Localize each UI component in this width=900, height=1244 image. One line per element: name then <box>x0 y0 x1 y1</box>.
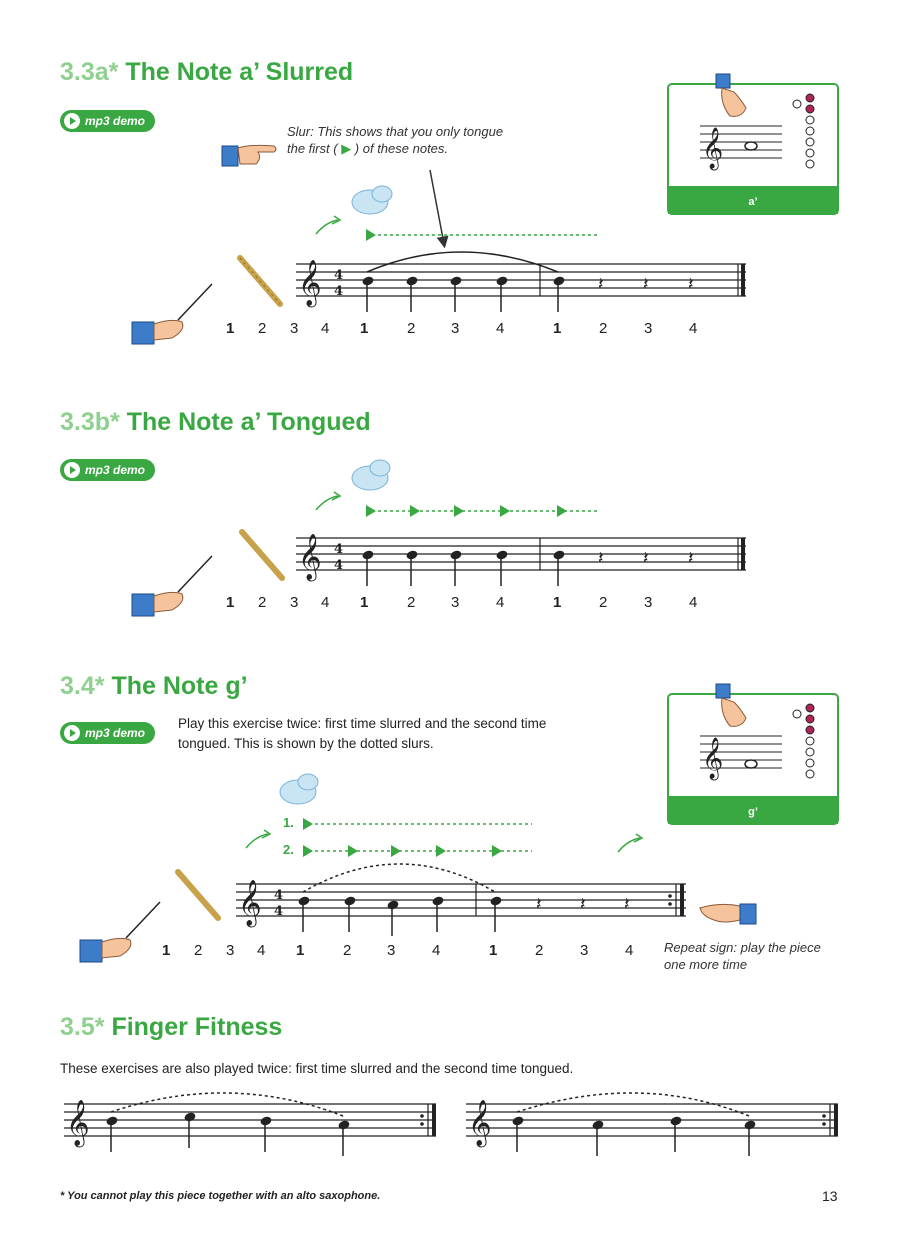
time-signature: 4 <box>334 268 344 283</box>
note-quarter-g <box>337 1119 350 1156</box>
quarter-rest-icon: 𝄽 <box>624 894 630 915</box>
music-staff-left <box>64 1093 436 1156</box>
pointing-hand-icon <box>222 145 276 166</box>
hole-open <box>806 116 814 124</box>
hole-open <box>806 759 814 767</box>
hole-open <box>806 138 814 146</box>
quarter-rest-icon: 𝄽 <box>688 548 694 569</box>
note-quarter-a <box>361 549 374 586</box>
hole-open <box>806 149 814 157</box>
treble-clef-icon: 𝄞 <box>702 738 724 779</box>
conductor-hand-icon <box>80 902 160 962</box>
slur-arc <box>367 252 558 272</box>
svg-text:4: 4 <box>274 904 284 919</box>
beat-count: 3 <box>451 320 460 337</box>
beat-count: 4 <box>496 594 505 611</box>
note-quarter-g <box>386 899 399 936</box>
beat-count: 3 <box>387 942 396 959</box>
section-title-3-4 <box>60 672 248 701</box>
fingering-label: a’ <box>748 196 758 208</box>
beat-count: 4 <box>321 320 330 337</box>
beat-count: 1 <box>226 594 235 611</box>
section-number: 3.5* <box>60 1013 105 1041</box>
repeat-sign-annotation <box>664 939 821 973</box>
note-quarter-a <box>669 1115 682 1152</box>
note-quarter-g <box>591 1119 604 1156</box>
hole-closed <box>806 94 814 102</box>
section-title-3-3b <box>60 408 371 437</box>
beat-count: 4 <box>625 942 634 959</box>
beat-count: 2 <box>194 942 203 959</box>
note-quarter-a <box>552 549 565 586</box>
quarter-rest-icon: 𝄽 <box>688 274 694 295</box>
hole-open <box>806 127 814 135</box>
footnote: * You cannot play this piece together with an alto saxophone. <box>60 1190 381 1202</box>
exercise-instruction: These exercises are also played twice: first time slurred and the second time tongued. <box>60 1061 574 1076</box>
beat-count: 3 <box>451 594 460 611</box>
repeat-annotation-line: one more time <box>664 957 748 972</box>
quarter-rest-icon: 𝄽 <box>598 548 604 569</box>
svg-text:4: 4 <box>334 558 344 573</box>
hole-open <box>806 748 814 756</box>
conductor-hand-icon <box>132 284 212 344</box>
beat-count: 3 <box>580 942 589 959</box>
beat-count: 3 <box>644 320 653 337</box>
music-staff <box>296 534 746 586</box>
beat-count: 2 <box>258 320 267 337</box>
section-title-3-5 <box>60 1013 282 1042</box>
note-quarter-a <box>361 275 374 312</box>
section-heading: The Note a’ Tongued <box>126 408 371 436</box>
instruction-line: tongued. This is shown by the dotted slurs. <box>178 736 434 751</box>
note-quarter-a <box>259 1115 272 1152</box>
treble-clef-icon: 𝄞 <box>468 1100 492 1146</box>
note-quarter-a <box>489 895 502 932</box>
beat-count: 4 <box>689 594 698 611</box>
beat-count: 4 <box>257 942 266 959</box>
saxophone-icon <box>240 258 280 304</box>
beat-count: 1 <box>360 594 369 611</box>
beat-count: 2 <box>535 942 544 959</box>
fingering-label: g’ <box>748 806 758 818</box>
breath-cloud-icon <box>280 774 318 804</box>
tonguing-line <box>366 229 597 241</box>
beat-count: 1 <box>226 320 235 337</box>
beat-count: 3 <box>644 594 653 611</box>
beat-count: 4 <box>432 942 441 959</box>
play-icon <box>64 462 80 478</box>
hole-open <box>806 160 814 168</box>
mp3-demo-label: mp3 demo <box>85 114 146 128</box>
tonguing-line <box>366 505 597 517</box>
slur-annotation-line2: the first ( ▶ ) of these notes. <box>287 141 449 156</box>
beat-count: 3 <box>290 320 299 337</box>
note-quarter-a <box>449 549 462 586</box>
hole-open <box>806 737 814 745</box>
mp3-demo-button[interactable] <box>60 722 155 744</box>
quarter-rest-icon: 𝄽 <box>643 548 649 569</box>
pointing-hand-icon <box>700 904 756 924</box>
mp3-demo-button[interactable] <box>60 459 155 481</box>
pass-1-label: 1. <box>283 815 294 830</box>
fingering-chart-g <box>668 684 838 824</box>
quarter-rest-icon: 𝄽 <box>580 894 586 915</box>
section-number: 3.3a* <box>60 58 119 86</box>
beat-count: 1 <box>162 942 171 959</box>
beat-count: 1 <box>553 320 562 337</box>
quarter-rest-icon: 𝄽 <box>643 274 649 295</box>
conductor-hand-icon <box>132 556 212 616</box>
beat-count: 4 <box>321 594 330 611</box>
thumb-hole <box>793 100 801 108</box>
note-quarter-g <box>743 1119 756 1156</box>
breath-cloud-icon <box>352 460 390 490</box>
beat-count: 1 <box>360 320 369 337</box>
exercise-instruction <box>178 714 546 754</box>
beat-count: 2 <box>599 320 608 337</box>
note-quarter-a <box>495 275 508 312</box>
mp3-demo-label: mp3 demo <box>85 726 146 740</box>
note-quarter-b <box>183 1111 196 1148</box>
saxophone-icon <box>242 532 282 578</box>
note-quarter-a <box>105 1115 118 1152</box>
breath-cloud-icon <box>352 186 392 214</box>
tonguing-line-pass1 <box>303 818 532 830</box>
beat-count: 4 <box>689 320 698 337</box>
beat-count: 2 <box>343 942 352 959</box>
section-number: 3.4* <box>60 672 105 700</box>
thumb-hole <box>793 710 801 718</box>
mp3-demo-label: mp3 demo <box>85 463 146 477</box>
saxophone-icon <box>178 872 218 918</box>
annotation-arrow <box>430 170 444 244</box>
beat-count: 1 <box>296 942 305 959</box>
treble-clef-icon: 𝄞 <box>238 880 262 926</box>
beat-count: 3 <box>226 942 235 959</box>
quarter-rest-icon: 𝄽 <box>598 274 604 295</box>
fingering-chart-a <box>668 74 838 214</box>
beat-count: 2 <box>407 594 416 611</box>
beat-count: 1 <box>553 594 562 611</box>
tonguing-line-pass2 <box>303 845 532 857</box>
note-quarter-a <box>431 895 444 932</box>
tongue-arrow-icon: ▶ <box>341 141 352 156</box>
hole-closed <box>806 704 814 712</box>
quarter-rest-icon: 𝄽 <box>536 894 542 915</box>
section-heading: The Note g’ <box>111 672 248 700</box>
time-signature: 4 <box>334 542 344 557</box>
treble-clef-icon: 𝄞 <box>702 128 724 169</box>
section-heading: The Note a’ Slurred <box>125 58 354 86</box>
treble-clef-icon: 𝄞 <box>298 534 322 580</box>
hole-open <box>806 770 814 778</box>
treble-clef-icon: 𝄞 <box>298 260 322 306</box>
section-heading: Finger Fitness <box>111 1013 283 1041</box>
beat-count: 3 <box>290 594 299 611</box>
beat-count: 1 <box>489 942 498 959</box>
pass-2-label: 2. <box>283 842 294 857</box>
note-quarter-a <box>552 275 565 312</box>
note-quarter-a <box>297 895 310 932</box>
note-quarter-a <box>495 549 508 586</box>
beat-count: 2 <box>599 594 608 611</box>
treble-clef-icon: 𝄞 <box>66 1100 90 1146</box>
music-staff-right <box>466 1093 838 1156</box>
time-signature: 4 <box>274 888 284 903</box>
music-staff <box>296 252 746 312</box>
hole-closed <box>806 715 814 723</box>
hole-closed <box>806 726 814 734</box>
note-quarter-a <box>511 1115 524 1152</box>
note-quarter-a <box>343 895 356 932</box>
page-number: 13 <box>822 1188 838 1204</box>
svg-text:4: 4 <box>334 284 344 299</box>
hole-closed <box>806 105 814 113</box>
slur-annotation-line1: Slur: This shows that you only tongue <box>287 124 504 139</box>
beat-count: 2 <box>258 594 267 611</box>
play-icon <box>64 725 80 741</box>
note-quarter-a <box>405 549 418 586</box>
note-quarter-a <box>405 275 418 312</box>
beat-count: 4 <box>496 320 505 337</box>
beat-count: 2 <box>407 320 416 337</box>
dotted-slur-arc <box>303 864 495 892</box>
music-staff <box>236 864 686 936</box>
note-quarter-a <box>449 275 462 312</box>
repeat-annotation-line: Repeat sign: play the piece <box>664 940 821 955</box>
section-number: 3.3b* <box>60 408 120 436</box>
instruction-line: Play this exercise twice: first time slurred and the second time <box>178 716 547 731</box>
